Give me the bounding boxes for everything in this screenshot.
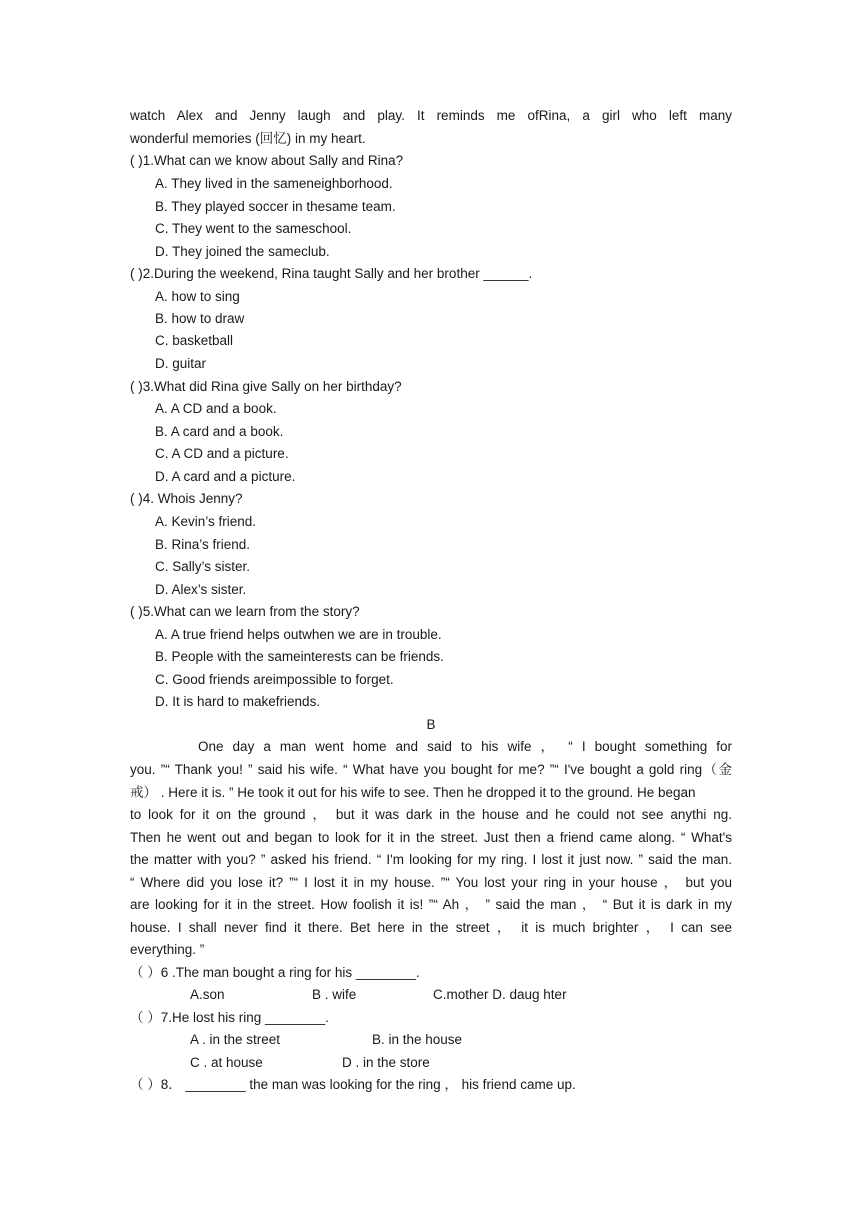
passage-b-line-6: the matter with you? ” asked his friend. “ I'm looking for my ring. I lost it just now. ” said the man.: [130, 852, 732, 867]
passage-b-line-5: Then he went out and began to look for it in the street. Just then a friend came along. “ What's: [130, 830, 732, 845]
passage-b-line-2: you. ”“ Thank you! ” said his wife. “ What have you bought for me? ”“ I've bought a gold ring（金: [130, 762, 732, 777]
question-1-option-b: B. They played soccer in thesame team.: [155, 199, 396, 214]
question-4-option-d: D. Alex’s sister.: [155, 582, 247, 597]
passage-a-line-2: wonderful memories (回忆) in my heart.: [130, 131, 366, 146]
question-5-option-d: D. It is hard to makefriends.: [155, 694, 321, 709]
question-1-option-d: D. They joined the sameclub.: [155, 244, 330, 259]
question-5-option-c: C. Good friends areimpossible to forget.: [155, 672, 394, 687]
passage-b-line-8: are looking for it in the street. How foolish it is! ”“ Ah ， ” said the man ， “ But it is dark in my: [130, 897, 732, 912]
question-5-option-a: A. A true friend helps outwhen we are in trouble.: [155, 627, 442, 642]
passage-b-line-7: “ Where did you lose it? ”“ I lost it in my house. ”“ You lost your ring in your house ， but you: [130, 875, 732, 890]
question-3-option-c: C. A CD and a picture.: [155, 446, 289, 461]
question-2-option-d: D. guitar: [155, 356, 207, 371]
question-2-option-b: B. how to draw: [155, 311, 245, 326]
question-6-option-b: B . wife: [312, 987, 357, 1002]
question-7-stem: （ ）7.He lost his ring ________.: [130, 1010, 329, 1025]
question-3-stem: ( )3.What did Rina give Sally on her birthday?: [130, 379, 402, 394]
passage-b-line-9: house. I shall never find it there. Bet here in the street ， it is much brighter ， I can see: [130, 920, 732, 935]
question-5-option-b: B. People with the sameinterests can be friends.: [155, 649, 444, 664]
passage-a-line-1: watch Alex and Jenny laugh and play. It reminds me ofRina, a girl who left many: [130, 108, 732, 123]
question-6-option-a: A.son: [190, 987, 225, 1002]
passage-b-line-3: 戒） . Here it is. ” He took it out for his wife to see. Then he dropped it to the ground. He began: [130, 785, 696, 800]
question-8-stem: （ ）8． ________ the man was looking for the ring ， his friend came up.: [130, 1077, 576, 1092]
question-4-option-c: C. Sally’s sister.: [155, 559, 251, 574]
question-3-option-d: D. A card and a picture.: [155, 469, 296, 484]
question-5-stem: ( )5.What can we learn from the story?: [130, 604, 360, 619]
question-6-stem: （ ）6 .The man bought a ring for his ________.: [130, 965, 420, 980]
question-3-option-b: B. A card and a book.: [155, 424, 284, 439]
question-1-option-a: A. They lived in the sameneighborhood.: [155, 176, 393, 191]
question-7-option-b: B. in the house: [372, 1032, 463, 1047]
question-4-option-b: B. Rina’s friend.: [155, 537, 251, 552]
section-b-heading: B: [426, 717, 436, 732]
question-3-option-a: A. A CD and a book.: [155, 401, 277, 416]
question-6-option-cd: C.mother D. daug hter: [433, 987, 567, 1002]
question-1-option-c: C. They went to the sameschool.: [155, 221, 352, 236]
question-1-stem: ( )1.What can we know about Sally and Rina?: [130, 153, 404, 168]
question-7-option-c: C . at house: [190, 1055, 263, 1070]
question-2-stem: ( )2.During the weekend, Rina taught Sally and her brother ______.: [130, 266, 533, 281]
question-7-option-a: A . in the street: [190, 1032, 281, 1047]
passage-b-line-4: to look for it on the ground ， but it was dark in the house and he could not see anythi ng.: [130, 807, 732, 822]
question-2-option-c: C. basketball: [155, 333, 234, 348]
passage-b-line-1: One day a man went home and said to his wife ， “ I bought something for: [198, 739, 732, 754]
question-4-option-a: A. Kevin’s friend.: [155, 514, 257, 529]
passage-b-line-10: everything. ”: [130, 942, 205, 957]
question-7-option-d: D . in the store: [342, 1055, 430, 1070]
question-2-option-a: A. how to sing: [155, 289, 240, 304]
question-4-stem: ( )4. Whois Jenny?: [130, 491, 243, 506]
